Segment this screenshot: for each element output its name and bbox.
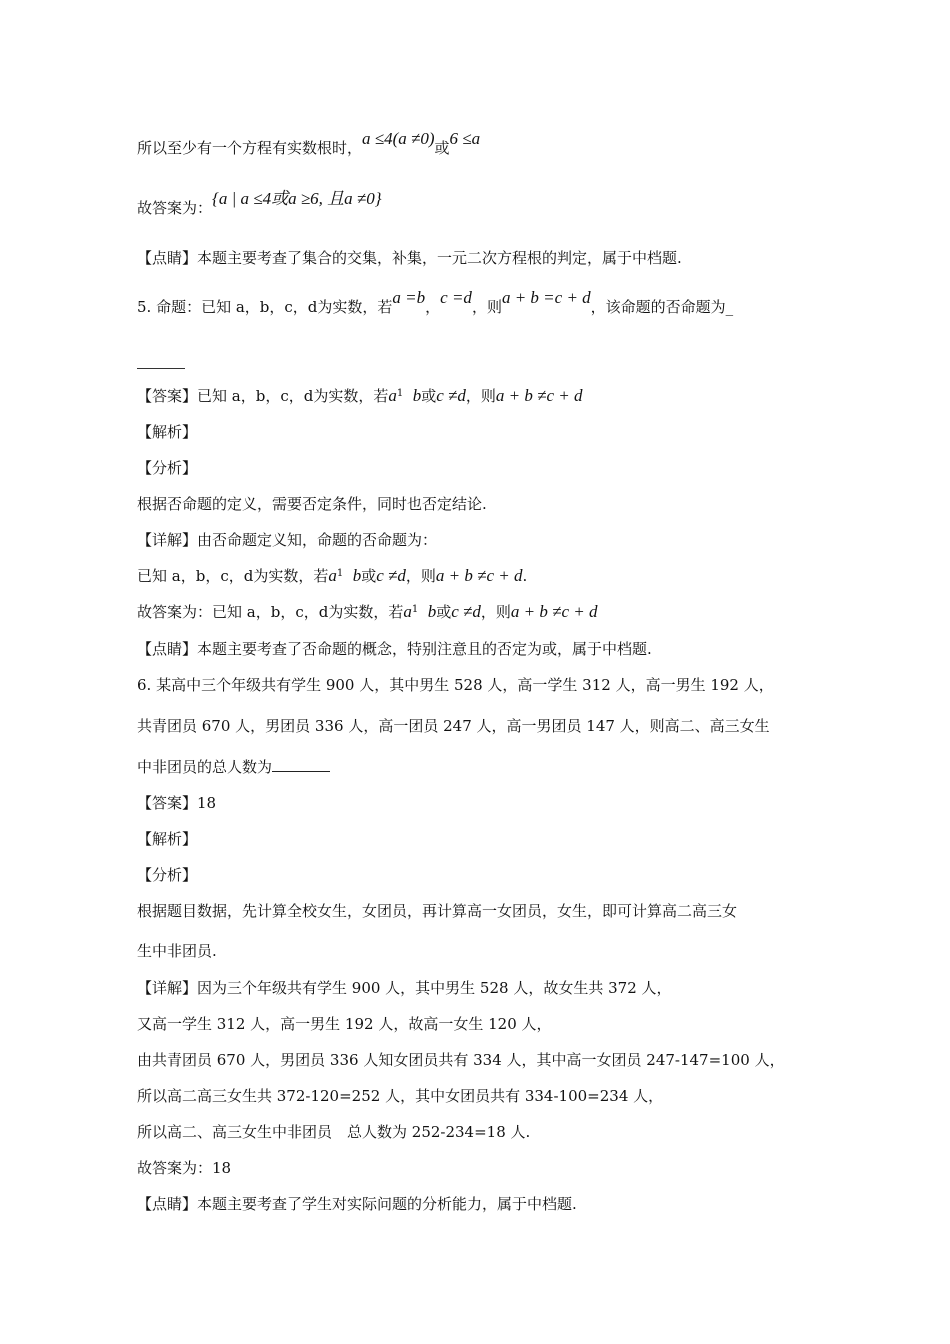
text: 所以至少有一个方程有实数根时， bbox=[137, 139, 363, 157]
text: ，则 bbox=[405, 567, 436, 585]
fenxi-text-line-2: 生中非团员. bbox=[137, 942, 217, 960]
detail-heading: 【详解】由否命题定义知，命题的否命题为： bbox=[137, 531, 438, 549]
fenxi-heading: 【分析】 bbox=[137, 866, 198, 884]
text: 或 bbox=[434, 139, 450, 157]
detail-line bbox=[137, 566, 527, 589]
detail-line-3: 由共青团员 670 人，男团员 336 人知女团员共有 334 人，其中高一女团员 247-147=100 人， bbox=[137, 1051, 785, 1069]
math-var: b bbox=[352, 566, 362, 585]
math-sum-neq: a + b ≠c + d bbox=[495, 386, 583, 405]
text: 或 bbox=[421, 387, 437, 405]
answer-q6: 【答案】18 bbox=[137, 794, 217, 812]
text: 故答案为：已知 a，b，c，d为实数，若 bbox=[137, 603, 404, 621]
math-sum-neq: a + b ≠c + d bbox=[435, 566, 523, 585]
final-answer-q5 bbox=[137, 602, 598, 625]
answer-blank bbox=[137, 368, 185, 369]
fenxi-heading: 【分析】 bbox=[137, 459, 198, 477]
text: ，则 bbox=[465, 387, 496, 405]
math-inequality: a ≤4(a ≠0) bbox=[362, 129, 435, 148]
math-var: b bbox=[412, 386, 422, 405]
math-sum-neq: a + b ≠c + d bbox=[510, 602, 598, 621]
comment-q4: 【点睛】本题主要考查了集合的交集，补集，一元二次方程根的判定，属于中档题. bbox=[137, 249, 682, 267]
math-c-eq-d: c =d bbox=[440, 288, 472, 307]
answer-line-q4 bbox=[137, 189, 382, 218]
text: 或 bbox=[436, 603, 452, 621]
analysis-heading: 【解析】 bbox=[137, 830, 198, 848]
question-6-line-2: 共青团员 670 人，男团员 336 人，高一团员 247 人，高一男团员 147 人，则高二、高三女生 bbox=[137, 717, 770, 735]
question-5 bbox=[137, 288, 734, 317]
detail-line-1: 【详解】因为三个年级共有学生 900 人，其中男生 528 人，故女生共 372 人， bbox=[137, 979, 672, 997]
math-var: a bbox=[403, 602, 412, 621]
text: 中非团员的总人数为 bbox=[137, 758, 273, 776]
final-answer-q6: 故答案为：18 bbox=[137, 1159, 232, 1177]
conclusion-line bbox=[137, 129, 481, 158]
math-var: a bbox=[328, 566, 337, 585]
text: 故答案为： bbox=[137, 199, 213, 217]
answer-blank bbox=[272, 757, 330, 772]
math-inequality: 6 ≤a bbox=[449, 129, 481, 148]
text: 【答案】已知 a，b，c，d为实数，若 bbox=[137, 387, 389, 405]
fenxi-text: 根据否命题的定义，需要否定条件，同时也否定结论. bbox=[137, 495, 487, 513]
comment-q6: 【点睛】本题主要考查了学生对实际问题的分析能力，属于中档题. bbox=[137, 1195, 577, 1213]
answer-q5 bbox=[137, 386, 583, 409]
text: ，该命题的否命题为_ bbox=[590, 298, 734, 316]
text: 5. 命题：已知 a，b，c，d为实数，若 bbox=[137, 298, 393, 316]
math-garbled-symbol: 1 bbox=[396, 388, 404, 399]
detail-line-5: 所以高二、高三女生中非团员 总人数为 252-234=18 人. bbox=[137, 1123, 531, 1141]
detail-line-4: 所以高二高三女生共 372-120=252 人，其中女团员共有 334-100=234 人， bbox=[137, 1087, 664, 1105]
text: ， bbox=[425, 298, 441, 316]
math-c-neq-d: c ≠d bbox=[376, 566, 406, 585]
comment-q5: 【点睛】本题主要考查了否命题的概念，特别注意且的否定为或，属于中档题. bbox=[137, 640, 652, 658]
detail-line-2: 又高一学生 312 人，高一男生 192 人，故高一女生 120 人， bbox=[137, 1015, 552, 1033]
math-c-neq-d: c ≠d bbox=[436, 386, 466, 405]
question-6-line-3 bbox=[137, 757, 330, 777]
math-var: a bbox=[388, 386, 397, 405]
math-a-eq-b: a =b bbox=[392, 288, 426, 307]
analysis-heading: 【解析】 bbox=[137, 423, 198, 441]
math-sum-eq: a + b =c + d bbox=[501, 288, 591, 307]
text: 或 bbox=[361, 567, 377, 585]
text: ，则 bbox=[471, 298, 502, 316]
fenxi-text-line-1: 根据题目数据，先计算全校女生，女团员，再计算高一女团员，女生，即可计算高二高三女 bbox=[137, 902, 738, 920]
text: . bbox=[522, 567, 528, 585]
math-garbled-symbol: 1 bbox=[336, 568, 344, 579]
text: ，则 bbox=[480, 603, 511, 621]
math-set: {a | a ≤4或a ≥6, 且a ≠0} bbox=[212, 189, 382, 208]
math-c-neq-d: c ≠d bbox=[451, 602, 481, 621]
math-var: b bbox=[427, 602, 437, 621]
text: 已知 a，b，c，d为实数，若 bbox=[137, 567, 329, 585]
math-garbled-symbol: 1 bbox=[411, 604, 419, 615]
question-6-line-1: 6. 某高中三个年级共有学生 900 人，其中男生 528 人，高一学生 312 人，高一男生 192 人， bbox=[137, 676, 774, 694]
